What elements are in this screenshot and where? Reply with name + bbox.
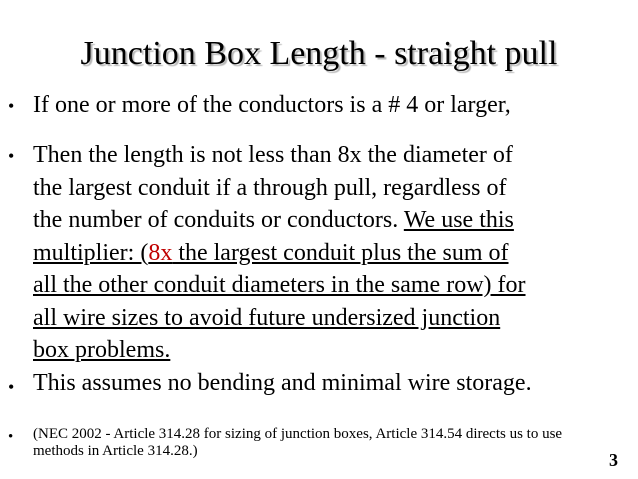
slide-number: 3 (609, 450, 618, 470)
nec-reference-note (33, 426, 562, 460)
bullet-marker-1: • (8, 96, 15, 116)
bullet-2-line-4-b: the largest conduit plus the sum of (172, 240, 509, 266)
bullet-2-line-7: box problems. (33, 337, 171, 363)
note-line-2: methods in Article 314.28.) (33, 443, 198, 459)
slide-title: Junction Box Length - straight pull (80, 35, 558, 72)
bullet-marker-4: • (8, 429, 14, 445)
bullet-2-line-1: Then the length is not less than 8x the diameter of (33, 142, 513, 168)
bullet-2-line-2: the largest conduit if a through pull, regardless of (33, 175, 507, 201)
bullet-2-line-4 (33, 238, 509, 268)
bullet-2-line-3-underlined: We use this (403, 207, 514, 233)
bullet-2-line-4-a: multiplier: ( (33, 240, 149, 266)
bullet-2-line-3 (33, 205, 514, 235)
bullet-2-line-5: all the other conduit diameters in the same row) for (33, 272, 526, 298)
bullet-text-1: If one or more of the conductors is a # 4 or larger, (33, 92, 511, 118)
bullet-marker-2: • (8, 146, 15, 166)
multiplier-highlight: 8x (148, 240, 173, 266)
note-line-1: (NEC 2002 - Article 314.28 for sizing of junction boxes, Article 314.54 directs us to use (33, 426, 563, 442)
bullet-2-line-3-plain: the number of conduits or conductors. (33, 207, 404, 233)
bullet-marker-3: • (8, 377, 15, 397)
bullet-2-line-6: all wire sizes to avoid future undersized junction (33, 305, 501, 331)
bullet-text-3: This assumes no bending and minimal wire storage. (33, 370, 532, 396)
